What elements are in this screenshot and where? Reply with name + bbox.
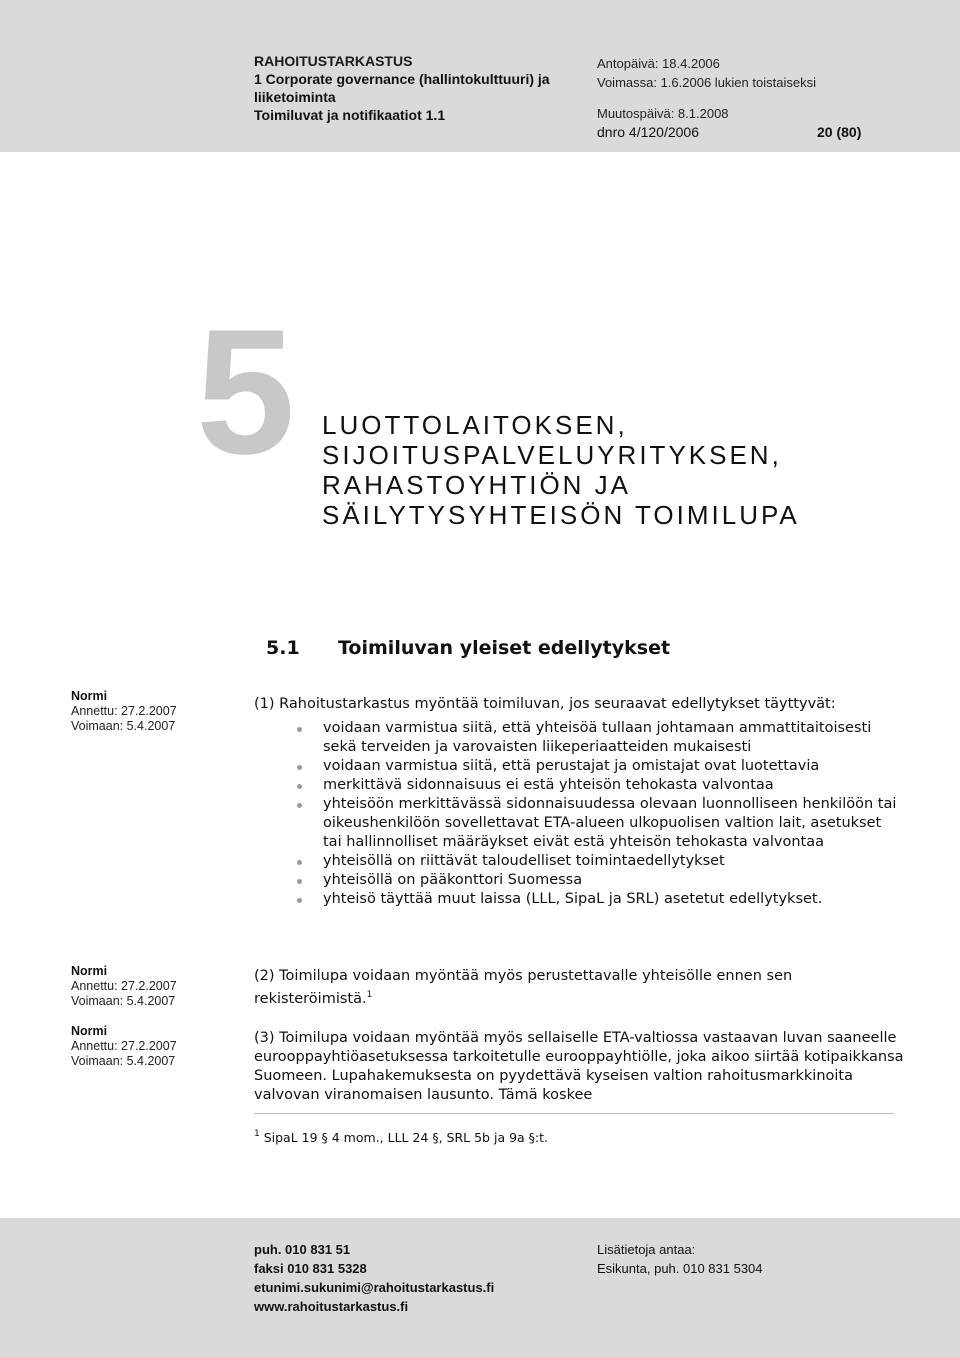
bullet-icon	[297, 765, 302, 770]
list-item: voidaan varmistua siitä, että perustajat ja omistajat ovat luotettavia	[254, 757, 904, 776]
margin-note	[71, 689, 241, 734]
section-heading	[266, 635, 670, 661]
footnote-divider	[254, 1113, 894, 1114]
paragraph-1-intro: (1) Rahoitustarkastus myöntää toimiluvan, jos seuraavat edellytykset täyttyvät:	[254, 696, 836, 712]
header-muutospaiva: Muutospäivä: 8.1.2008	[597, 106, 729, 121]
margin-note-voimaan: Voimaan: 5.4.2007	[71, 1054, 176, 1068]
footer-fax: faksi 010 831 5328	[254, 1261, 367, 1276]
page-footer	[0, 1218, 960, 1357]
footer-info-contact: Esikunta, puh. 010 831 5304	[597, 1261, 763, 1276]
paragraph-1	[254, 695, 904, 909]
bullet-icon	[297, 784, 302, 789]
chapter-title-line: RAHASTOYHTIÖN JA	[322, 470, 632, 500]
footnote	[254, 1126, 548, 1146]
chapter-title	[322, 410, 942, 530]
margin-note-voimaan: Voimaan: 5.4.2007	[71, 719, 176, 733]
footer-info	[597, 1240, 763, 1278]
footer-email-link[interactable]: etunimi.sukunimi@rahoitustarkastus.fi	[254, 1280, 495, 1295]
header-antopaiva: Antopäivä: 18.4.2006	[597, 56, 720, 71]
conditions-list	[254, 719, 904, 909]
bullet-icon	[297, 860, 302, 865]
section-heading-text: Toimiluvan yleiset edellytykset	[338, 637, 671, 659]
bullet-icon	[297, 879, 302, 884]
header-document-info	[254, 52, 584, 124]
header-page-number: 20 (80)	[817, 124, 862, 140]
header-chapter-line2: liiketoiminta	[254, 89, 336, 105]
bullet-icon	[297, 898, 302, 903]
margin-note-annettu: Annettu: 27.2.2007	[71, 1039, 177, 1053]
chapter-title-line: SÄILYTYSYHTEISÖN TOIMILUPA	[322, 500, 800, 530]
header-dnro: dnro 4/120/2006	[597, 124, 699, 140]
margin-note	[71, 964, 241, 1009]
list-item: yhteisöön merkittävässä sidonnaisuudessa olevaan luonnolliseen henkilöön tai oikeushenkilöön sovellettavat ETA-alueen ulkopuolisen valtion lait, asetukset tai hallinnolliset määräykset eivät estä yhteisön tehokasta valvontaa	[254, 795, 904, 852]
margin-note-kind: Normi	[71, 689, 108, 703]
footer-info-label: Lisätietoja antaa:	[597, 1242, 696, 1257]
margin-note-kind: Normi	[71, 1024, 108, 1038]
paragraph-2-text: (2) Toimilupa voidaan myöntää myös perustettavalle yhteisölle ennen sen rekisteröimistä.	[254, 968, 793, 1007]
footnote-mark: 1	[254, 1129, 260, 1139]
header-chapter-line1: 1 Corporate governance (hallintokulttuuri) ja	[254, 71, 550, 87]
footnote-reference[interactable]: 1	[366, 990, 373, 1000]
footer-phone: puh. 010 831 51	[254, 1242, 351, 1257]
list-item: voidaan varmistua siitä, että yhteisöä tullaan johtamaan ammattitaitoisesti sekä terveiden ja varovaisten liikeperiaatteiden mukaisesti	[254, 719, 904, 757]
footnote-text: SipaL 19 § 4 mom., LLL 24 §, SRL 5b ja 9a §:t.	[263, 1130, 548, 1145]
list-item: yhteisöllä on pääkonttori Suomessa	[254, 871, 904, 890]
margin-note-kind: Normi	[71, 964, 108, 978]
list-item: yhteisöllä on riittävät taloudelliset toimintaedellytykset	[254, 852, 904, 871]
header-dnro-row	[597, 123, 917, 142]
header-dates	[597, 54, 917, 142]
header-section: Toimiluvat ja notifikaatiot 1.1	[254, 107, 446, 123]
paragraph-2	[254, 967, 874, 1009]
paragraph-3-text: (3) Toimilupa voidaan myöntää myös sellaiselle ETA-valtiossa vastaavan luvan saaneelle eurooppayhtiöasetuksessa tarkoitetulle eurooppayhtiölle, joka aikoo siirtää kotipaikkansa Suomeen. Lupahakemuksesta on pyydettävä kyseisen valtion rahoitusmarkkinoita valvovan viranomaisen lausunto. Tämä koskee	[254, 1030, 904, 1103]
list-item: yhteisö täyttää muut laissa (LLL, SipaL ja SRL) asetetut edellytykset.	[254, 890, 904, 909]
margin-note-annettu: Annettu: 27.2.2007	[71, 979, 177, 993]
margin-note-annettu: Annettu: 27.2.2007	[71, 704, 177, 718]
list-item: merkittävä sidonnaisuus ei estä yhteisön tehokasta valvontaa	[254, 776, 904, 795]
page-header	[0, 0, 960, 152]
header-voimassa: Voimassa: 1.6.2006 lukien toistaiseksi	[597, 75, 816, 90]
margin-note	[71, 1024, 241, 1069]
footer-contact	[254, 1240, 494, 1316]
chapter-title-line: SIJOITUSPALVELUYRITYKSEN,	[322, 440, 782, 470]
margin-note-voimaan: Voimaan: 5.4.2007	[71, 994, 176, 1008]
chapter-number: 5	[196, 292, 295, 491]
chapter-title-line: LUOTTOLAITOKSEN,	[322, 410, 628, 440]
bullet-icon	[297, 803, 302, 808]
bullet-icon	[297, 727, 302, 732]
paragraph-3	[254, 1029, 904, 1105]
header-org: RAHOITUSTARKASTUS	[254, 53, 413, 69]
footer-web-link[interactable]: www.rahoitustarkastus.fi	[254, 1299, 409, 1314]
section-number: 5.1	[266, 637, 300, 659]
